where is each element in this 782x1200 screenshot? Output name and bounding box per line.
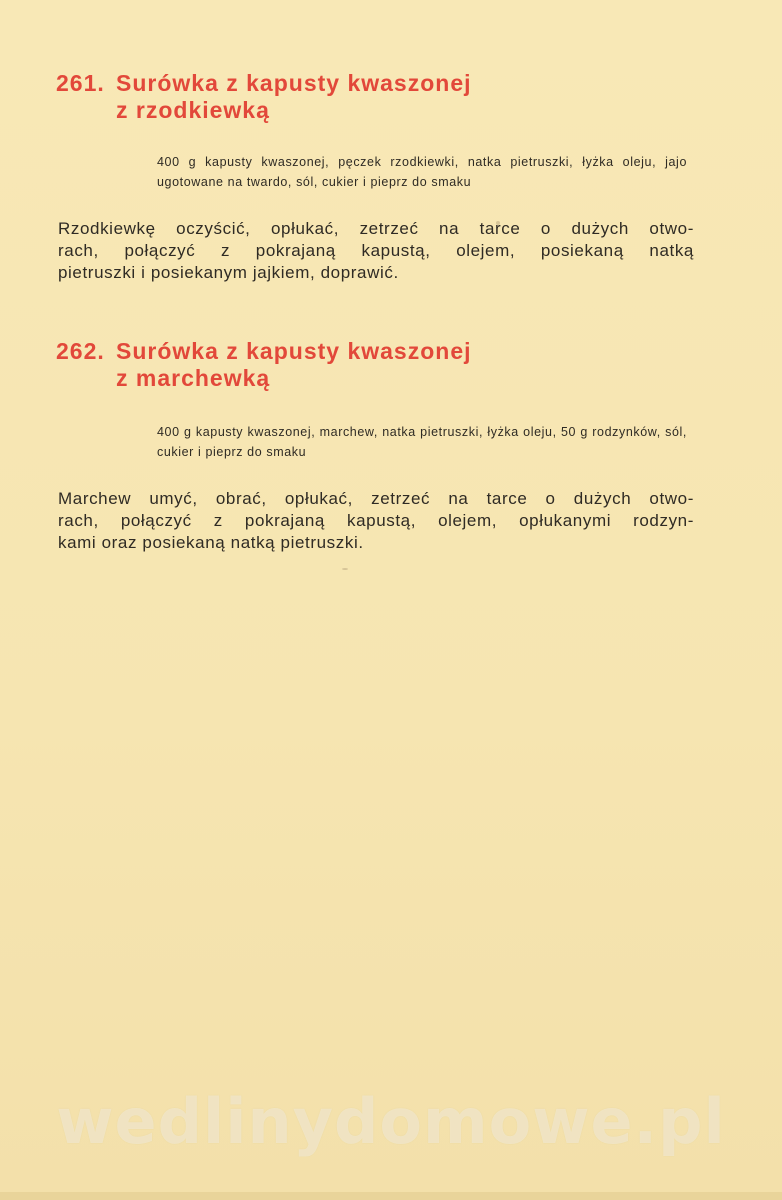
paper-speck (496, 221, 500, 225)
ingredients-list: 400 g kapusty kwaszonej, marchew, natka pietruszki, łyżka oleju, 50 g rodzynków, sól, cukier i pieprz do smaku (157, 425, 687, 459)
preparation-line: rach, połączyć z pokrajaną kapustą, olejem, opłukanymi rodzyn- (58, 511, 694, 530)
recipe-number: 262. (56, 338, 105, 364)
recipe-title (56, 338, 696, 392)
recipe-title-text (116, 70, 696, 124)
ingredients-list: 400 g kapusty kwaszonej, pęczek rzodkiewki, natka pietruszki, łyżka oleju, jajo ugotowane na twardo, sól, cukier i pieprz do smaku (157, 155, 687, 189)
recipe-title-text (116, 338, 696, 392)
preparation-line: rach, połączyć z pokrajaną kapustą, olejem, posiekaną natką (58, 241, 694, 260)
preparation-text (58, 488, 694, 554)
preparation-line: Rzodkiewkę oczyścić, opłukać, zetrzeć na tarce o dużych otwo- (58, 219, 694, 238)
preparation-line: Marchew umyć, obrać, opłukać, zetrzeć na tarce o dużych otwo- (58, 489, 694, 508)
paper-speck (342, 568, 348, 570)
recipe-title-line: Surówka z kapusty kwaszonej (116, 70, 472, 96)
preparation-line: kami oraz posiekaną natką pietruszki. (58, 533, 364, 552)
preparation-line: pietruszki i posiekanym jajkiem, doprawić. (58, 263, 399, 282)
watermark: wedlinydomowe.pl (56, 1085, 726, 1158)
preparation-text (58, 218, 694, 284)
recipe-title-line: z rzodkiewką (116, 97, 270, 123)
recipe-number: 261. (56, 70, 105, 96)
recipe-title-line: z marchewką (116, 365, 271, 391)
recipe-261 (56, 70, 696, 284)
recipe-title-line: Surówka z kapusty kwaszonej (116, 338, 472, 364)
recipe-262 (56, 338, 696, 554)
recipe-title (56, 70, 696, 124)
